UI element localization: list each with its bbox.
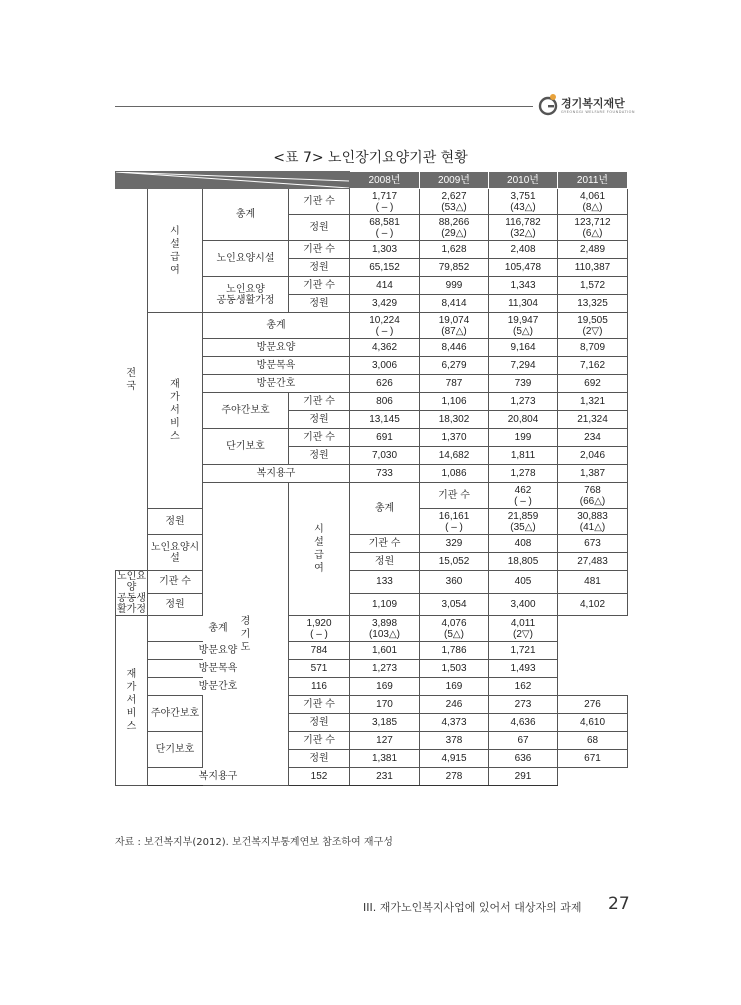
cell: 276 xyxy=(558,696,628,714)
cell: 692 xyxy=(558,375,628,393)
cell-text: 1,920 xyxy=(306,617,332,629)
cell: 1,273 xyxy=(350,660,420,678)
cell-text: 4,076 xyxy=(441,617,467,629)
cell xyxy=(350,616,420,642)
cell: 1,303 xyxy=(350,241,420,259)
table-row xyxy=(116,642,628,660)
cell: 6,279 xyxy=(420,357,489,375)
cell: 169 xyxy=(350,678,420,696)
cell: 360 xyxy=(420,571,489,594)
home-total-label: 총계 xyxy=(148,616,289,642)
cell: 3,054 xyxy=(420,593,489,616)
capacity-label: 정원 xyxy=(289,215,350,241)
cell: 11,304 xyxy=(489,295,558,313)
cell-text: 116,782 xyxy=(505,216,541,228)
institutions-label: 기관 수 xyxy=(420,483,489,509)
cell: 2,408 xyxy=(489,241,558,259)
cell-text: (6△) xyxy=(582,227,603,239)
cell-text: 123,712 xyxy=(574,216,611,228)
cell: 806 xyxy=(350,393,420,411)
cell-text: 가 xyxy=(170,392,180,403)
category-facility xyxy=(289,483,350,616)
table-row xyxy=(116,660,628,678)
cell: 636 xyxy=(489,750,558,768)
cell-text: 서 xyxy=(170,405,180,416)
cell-text: ( – ) xyxy=(445,521,463,533)
cell-text: 30,883 xyxy=(577,510,608,522)
cell xyxy=(558,509,628,535)
cell: 378 xyxy=(420,732,489,750)
cell-text: ( – ) xyxy=(375,201,394,213)
category-facility xyxy=(148,189,203,313)
cell xyxy=(489,483,558,509)
home-total-label: 총계 xyxy=(203,313,350,339)
cell: 7,294 xyxy=(489,357,558,375)
group-home-label xyxy=(116,571,148,616)
cell xyxy=(489,215,558,241)
source-note: 자료 : 보건복지부(2012). 보건복지부통계연보 참조하여 재구성 xyxy=(115,837,393,848)
cell-text: 768 xyxy=(584,484,601,496)
institutions-label: 기관 수 xyxy=(289,241,350,259)
cell: 152 xyxy=(289,768,350,786)
capacity-label: 정원 xyxy=(289,447,350,465)
cell: 329 xyxy=(420,535,489,553)
table-row xyxy=(116,313,628,339)
cell: 105,478 xyxy=(489,259,558,277)
cell-text: 스 xyxy=(126,721,137,732)
institutions-label: 기관 수 xyxy=(148,571,203,594)
cell: 65,152 xyxy=(350,259,420,277)
visit-nursing-label: 방문간호 xyxy=(203,375,350,393)
nursing-facility-label: 노인요양시설 xyxy=(148,535,203,571)
table-row xyxy=(116,696,628,714)
cell-text: 3,898 xyxy=(371,617,398,629)
capacity-label: 정원 xyxy=(289,714,350,732)
cell: 1,106 xyxy=(420,393,489,411)
col-2010: 2010년 xyxy=(489,172,558,189)
facility-total-label: 총계 xyxy=(350,483,420,535)
cell: 273 xyxy=(489,696,558,714)
cell xyxy=(420,509,489,535)
table-row xyxy=(116,571,628,594)
cell: 291 xyxy=(489,768,558,786)
cell-text: 설 xyxy=(314,537,324,548)
cell: 13,325 xyxy=(558,295,628,313)
cell: 1,370 xyxy=(420,429,489,447)
cell xyxy=(558,313,628,339)
institutions-label: 기관 수 xyxy=(289,732,350,750)
cell: 14,682 xyxy=(420,447,489,465)
cell: 7,030 xyxy=(350,447,420,465)
cell-text: 공동생활가정 xyxy=(117,593,146,615)
welfare-equipment-label: 복지용구 xyxy=(203,465,350,483)
cell-text: 공동생활가정 xyxy=(216,294,275,306)
cell-text: 4,011 xyxy=(510,617,536,629)
cell: 733 xyxy=(350,465,420,483)
cell-text: 19,947 xyxy=(507,314,539,326)
cell: 1,503 xyxy=(420,660,489,678)
cell-text: 기 xyxy=(240,628,251,640)
cell-text: 88,266 xyxy=(438,216,470,228)
cell: 1,278 xyxy=(489,465,558,483)
foundation-logo-icon xyxy=(537,92,559,118)
cell-text: 68,581 xyxy=(369,216,400,228)
visit-nursing-label: 방문간호 xyxy=(148,678,289,696)
table-row xyxy=(116,732,628,750)
cell: 408 xyxy=(489,535,558,553)
capacity-label: 정원 xyxy=(148,509,203,535)
cell: 278 xyxy=(420,768,489,786)
cell-text: ( – ) xyxy=(375,325,394,337)
short-term-care-label: 단기보호 xyxy=(148,732,203,768)
table-row xyxy=(116,535,628,553)
cell: 787 xyxy=(420,375,489,393)
cell: 1,721 xyxy=(489,642,558,660)
col-2011: 2011년 xyxy=(558,172,628,189)
facility-total-label: 총계 xyxy=(203,189,289,241)
cell: 127 xyxy=(350,732,420,750)
institutions-label: 기관 수 xyxy=(350,535,420,553)
cell: 9,164 xyxy=(489,339,558,357)
cell-text: (35△) xyxy=(510,521,536,533)
cell-text: 급 xyxy=(170,251,180,263)
cell: 68 xyxy=(558,732,628,750)
cell-text: (8△) xyxy=(582,201,603,213)
cell: 571 xyxy=(289,660,350,678)
cell-text: (41△) xyxy=(579,521,606,533)
cell-text: 3,751 xyxy=(510,190,536,202)
cell-text: 시 xyxy=(314,524,324,535)
welfare-equipment-label: 복지용구 xyxy=(148,768,289,786)
cell: 673 xyxy=(558,535,628,553)
institutions-label: 기관 수 xyxy=(289,189,350,215)
cell-text: (29△) xyxy=(441,227,467,239)
cell xyxy=(489,313,558,339)
cell-text: 서 xyxy=(126,695,137,706)
cell-text: (2▽) xyxy=(513,628,533,640)
cell: 691 xyxy=(350,429,420,447)
cell-text: 급 xyxy=(314,550,324,561)
cell-text: 노인요양 xyxy=(226,283,265,295)
cell: 246 xyxy=(420,696,489,714)
cell: 110,387 xyxy=(558,259,628,277)
cell: 8,414 xyxy=(420,295,489,313)
cell-text: 16,161 xyxy=(438,510,470,522)
cell xyxy=(558,215,628,241)
header-corner xyxy=(116,172,350,189)
cell: 2,046 xyxy=(558,447,628,465)
visit-bath-label: 방문목욕 xyxy=(148,660,289,678)
capacity-label: 정원 xyxy=(289,295,350,313)
cell: 13,145 xyxy=(350,411,420,429)
cell-text: 국 xyxy=(126,380,137,392)
capacity-label: 정원 xyxy=(289,411,350,429)
nursing-facility-label: 노인요양시설 xyxy=(203,241,289,277)
cell-text: 경 xyxy=(240,615,251,627)
visit-care-label: 방문요양 xyxy=(148,642,289,660)
running-footer: III. 재가노인복지사업에 있어서 대상자의 과제 xyxy=(363,901,582,914)
cell: 199 xyxy=(489,429,558,447)
cell-text: 19,505 xyxy=(577,314,608,326)
cell-text: ( – ) xyxy=(375,227,394,239)
table-row xyxy=(116,189,628,215)
institutions-label: 기관 수 xyxy=(289,696,350,714)
table-row xyxy=(116,678,628,696)
cell: 4,915 xyxy=(420,750,489,768)
capacity-label: 정원 xyxy=(350,553,420,571)
cell xyxy=(420,215,489,241)
cell: 414 xyxy=(350,277,420,295)
cell-text: (5△) xyxy=(444,628,464,640)
header-rule xyxy=(115,106,533,107)
cell-text: 재 xyxy=(126,669,137,680)
cell xyxy=(289,616,350,642)
cell xyxy=(558,189,628,215)
cell: 4,362 xyxy=(350,339,420,357)
cell-text: ( – ) xyxy=(310,628,328,640)
cell-text: 10,224 xyxy=(369,314,400,326)
cell: 4,102 xyxy=(558,593,628,616)
cell-text: (53△) xyxy=(441,201,467,213)
cell-text: (2▽) xyxy=(582,325,603,337)
cell xyxy=(420,616,489,642)
header-diagonal xyxy=(116,172,349,188)
cell-text: 여 xyxy=(170,264,180,276)
cell-text: 19,074 xyxy=(438,314,470,326)
cell: 671 xyxy=(558,750,628,768)
cell: 1,493 xyxy=(489,660,558,678)
cell: 1,811 xyxy=(489,447,558,465)
cell: 4,610 xyxy=(558,714,628,732)
foundation-logo xyxy=(537,92,649,122)
cell: 3,185 xyxy=(350,714,420,732)
cell-text: (32△) xyxy=(510,227,536,239)
cell-text: 2,627 xyxy=(441,190,467,202)
cell-text: 21,859 xyxy=(507,510,539,522)
cell-text: ( – ) xyxy=(514,495,532,507)
cell xyxy=(350,215,420,241)
cell: 1,628 xyxy=(420,241,489,259)
visit-bath-label: 방문목욕 xyxy=(203,357,350,375)
cell: 18,302 xyxy=(420,411,489,429)
cell: 3,429 xyxy=(350,295,420,313)
day-night-care-label: 주야간보호 xyxy=(148,696,203,732)
cell xyxy=(350,189,420,215)
capacity-label: 정원 xyxy=(148,593,203,616)
cell: 170 xyxy=(350,696,420,714)
cell-text: 스 xyxy=(170,431,180,442)
cell: 1,343 xyxy=(489,277,558,295)
long-term-care-table xyxy=(115,171,628,786)
cell-text: (5△) xyxy=(513,325,533,337)
cell-text: 4,061 xyxy=(579,190,606,202)
cell: 1,786 xyxy=(420,642,489,660)
header-row xyxy=(116,172,628,189)
cell: 1,387 xyxy=(558,465,628,483)
cell-text: (66△) xyxy=(579,495,606,507)
col-2008: 2008년 xyxy=(350,172,420,189)
cell: 79,852 xyxy=(420,259,489,277)
cell xyxy=(420,189,489,215)
cell xyxy=(489,616,558,642)
day-night-care-label: 주야간보호 xyxy=(203,393,289,429)
cell-text: 비 xyxy=(170,418,180,429)
category-home-service xyxy=(116,616,148,786)
cell: 739 xyxy=(489,375,558,393)
cell-text: 전 xyxy=(126,367,137,379)
cell-text: 노인요양 xyxy=(117,571,146,593)
cell-text: 비 xyxy=(126,708,137,719)
category-home-service xyxy=(148,313,203,509)
cell xyxy=(350,313,420,339)
cell: 3,400 xyxy=(489,593,558,616)
institutions-label: 기관 수 xyxy=(289,277,350,295)
group-home-label xyxy=(203,277,289,313)
logo-text: 경기복지재단 xyxy=(561,97,625,110)
cell xyxy=(420,313,489,339)
cell: 169 xyxy=(420,678,489,696)
cell: 4,373 xyxy=(420,714,489,732)
cell: 20,804 xyxy=(489,411,558,429)
cell: 784 xyxy=(289,642,350,660)
cell: 1,381 xyxy=(350,750,420,768)
visit-care-label: 방문요양 xyxy=(203,339,350,357)
col-2009: 2009년 xyxy=(420,172,489,189)
cell-text: 설 xyxy=(170,238,180,250)
cell: 481 xyxy=(558,571,628,594)
cell-text: (43△) xyxy=(510,201,536,213)
cell: 234 xyxy=(558,429,628,447)
table-row xyxy=(116,768,628,786)
cell: 8,709 xyxy=(558,339,628,357)
cell: 15,052 xyxy=(420,553,489,571)
region-national xyxy=(116,189,148,571)
cell: 133 xyxy=(350,571,420,594)
cell-text: 462 xyxy=(514,484,532,496)
cell: 1,572 xyxy=(558,277,628,295)
cell: 4,636 xyxy=(489,714,558,732)
cell-text: 시 xyxy=(170,225,180,237)
cell-text: 가 xyxy=(126,682,137,693)
cell xyxy=(489,189,558,215)
cell-text: 재 xyxy=(170,379,180,390)
cell: 67 xyxy=(489,732,558,750)
cell: 2,489 xyxy=(558,241,628,259)
cell: 626 xyxy=(350,375,420,393)
cell: 3,006 xyxy=(350,357,420,375)
capacity-label: 정원 xyxy=(289,259,350,277)
page-number: 27 xyxy=(608,894,630,914)
table-row xyxy=(116,593,628,616)
short-term-care-label: 단기보호 xyxy=(203,429,289,465)
cell-text: (87△) xyxy=(441,325,467,337)
cell xyxy=(558,483,628,509)
capacity-label: 정원 xyxy=(289,750,350,768)
cell: 116 xyxy=(289,678,350,696)
cell: 231 xyxy=(350,768,420,786)
logo-subtext: GYEONGGI WELFARE FOUNDATION xyxy=(561,110,636,114)
cell: 1,601 xyxy=(350,642,420,660)
table-row xyxy=(116,616,628,642)
cell: 7,162 xyxy=(558,357,628,375)
cell: 999 xyxy=(420,277,489,295)
cell xyxy=(489,509,558,535)
cell: 27,483 xyxy=(558,553,628,571)
cell-text: 도 xyxy=(240,641,251,653)
cell-text: 여 xyxy=(314,563,324,574)
cell: 1,321 xyxy=(558,393,628,411)
cell: 1,273 xyxy=(489,393,558,411)
cell: 405 xyxy=(489,571,558,594)
institutions-label: 기관 수 xyxy=(289,393,350,411)
cell: 162 xyxy=(489,678,558,696)
cell: 1,086 xyxy=(420,465,489,483)
cell: 21,324 xyxy=(558,411,628,429)
cell: 8,446 xyxy=(420,339,489,357)
cell-text: 1,717 xyxy=(371,190,398,202)
table-title: <표 7> 노인장기요양기관 현황 xyxy=(273,150,468,166)
institutions-label: 기관 수 xyxy=(289,429,350,447)
cell: 18,805 xyxy=(489,553,558,571)
cell: 1,109 xyxy=(350,593,420,616)
cell-text: (103△) xyxy=(368,628,401,640)
